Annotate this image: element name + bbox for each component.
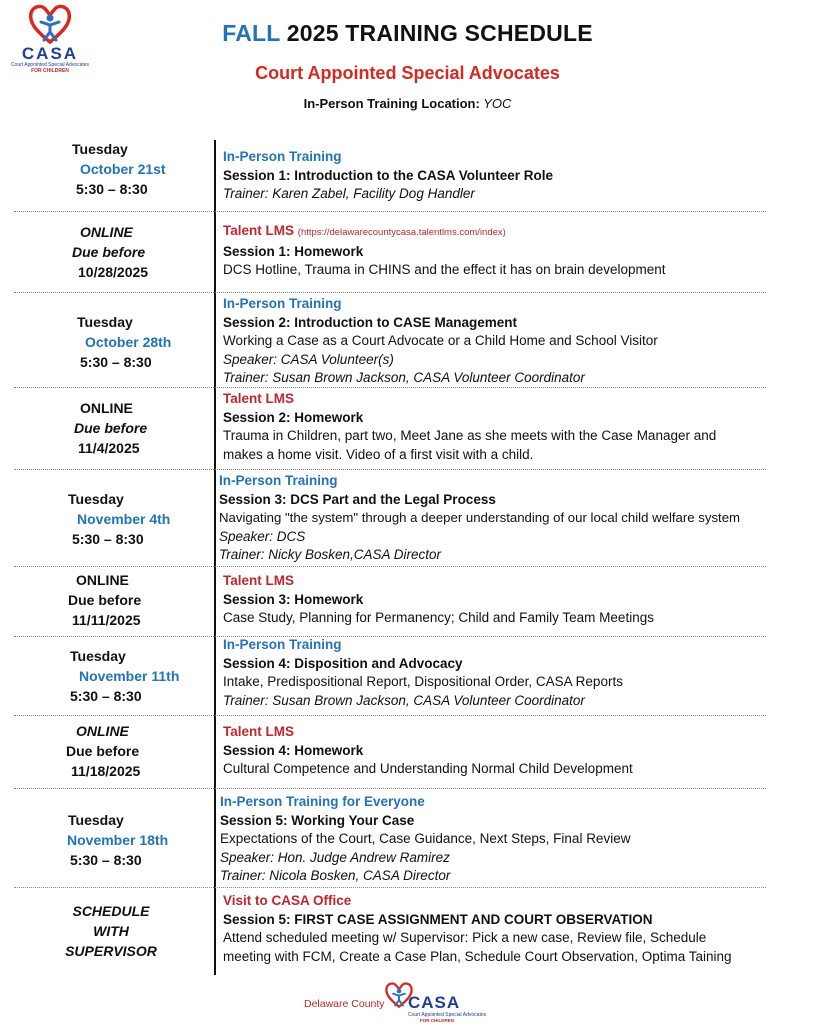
row-description: Trauma in Children, part two, Meet Jane as she meets with the Case Manager and <box>223 428 717 443</box>
row-session: Session 5: FIRST CASE ASSIGNMENT AND COURT OBSERVATION <box>223 911 653 927</box>
row-description: Working a Case as a Court Advocate or a Child Home and School Visitor <box>223 333 658 348</box>
row-session: Session 3: Homework <box>223 591 364 607</box>
date-date: November 11th <box>79 668 180 684</box>
date-due: Due before <box>68 592 142 608</box>
row-heading: Talent LMS <box>223 391 295 406</box>
row-heading: Visit to CASA Office <box>223 893 352 908</box>
date-day: Tuesday <box>77 314 133 330</box>
date-mode: ONLINE <box>80 224 133 240</box>
row-description: Expectations of the Court, Case Guidance, Next Steps, Final Review <box>220 831 631 846</box>
row-details <box>223 222 808 280</box>
row-separator <box>14 292 766 293</box>
row-session: Session 1: Introduction to the CASA Volunteer Role <box>223 167 554 183</box>
date-time: 5:30 – 8:30 <box>80 354 152 370</box>
row-details <box>223 892 808 966</box>
row-date <box>68 570 208 630</box>
date-day: Tuesday <box>70 648 126 664</box>
row-date <box>70 646 210 706</box>
date-day: Tuesday <box>68 491 124 507</box>
logo-name: CASA <box>21 44 79 63</box>
row-date <box>66 721 206 781</box>
date-date: October 28th <box>85 334 172 350</box>
row-separator <box>14 211 766 212</box>
row-description: Intake, Predispositional Report, Dispositional Order, CASA Reports <box>223 674 623 689</box>
row-date <box>72 139 212 199</box>
row-description: Attend scheduled meeting w/ Supervisor: Pick a new case, Review file, Schedule <box>223 930 707 945</box>
row-details <box>223 572 808 628</box>
date-date: 11/11/2025 <box>72 612 141 628</box>
footer-tagline-2: FOR CHILDREN <box>420 1018 454 1023</box>
row-trainer: Trainer: Nicky Bosken,CASA Director <box>219 547 442 562</box>
row-session: Session 4: Homework <box>223 742 364 758</box>
date-day: Tuesday <box>72 141 128 157</box>
row-description: meeting with FCM, Create a Case Plan, Schedule Court Observation, Optima Taining <box>223 948 732 964</box>
logo-tagline: Court Appointed Special Advocates <box>10 62 90 68</box>
date-supervisor: SUPERVISOR <box>65 943 157 959</box>
row-description: Navigating "the system" through a deeper understanding of our local child welfare system <box>219 510 741 525</box>
location-value: YOC <box>479 96 512 111</box>
location-label: In-Person Training Location: <box>303 96 480 111</box>
date-time: 5:30 – 8:30 <box>76 181 148 197</box>
row-separator <box>14 469 766 470</box>
title-rest: 2025 TRAINING SCHEDULE <box>280 20 593 46</box>
date-date: November 4th <box>77 511 171 527</box>
date-date: 11/4/2025 <box>78 440 140 456</box>
row-date <box>77 312 217 372</box>
row-heading: In-Person Training <box>223 296 342 311</box>
row-separator <box>14 715 766 716</box>
row-details <box>223 723 808 779</box>
date-mode: ONLINE <box>76 723 129 739</box>
row-session: Session 1: Homework <box>223 243 364 259</box>
date-time: 5:30 – 8:30 <box>70 688 142 704</box>
training-location <box>0 96 815 111</box>
footer-logo <box>300 980 520 1024</box>
row-date <box>74 398 214 458</box>
date-date: November 18th <box>67 832 169 848</box>
row-description: Case Study, Planning for Permanency; Child and Family Team Meetings <box>223 610 654 625</box>
date-time: 5:30 – 8:30 <box>72 531 144 547</box>
row-speaker: Speaker: CASA Volunteer(s) <box>223 351 394 367</box>
row-heading: Talent LMS <box>223 573 295 588</box>
row-heading: Talent LMS <box>223 724 295 739</box>
date-day: Tuesday <box>68 812 124 828</box>
lms-link[interactable]: (https://delawarecountycasa.talentlms.com/index) <box>297 227 506 238</box>
row-date <box>72 222 212 282</box>
row-session: Session 2: Introduction to CASE Management <box>223 314 518 330</box>
date-date: 10/28/2025 <box>78 264 149 280</box>
footer-name: CASA <box>408 993 461 1012</box>
row-trainer: Trainer: Susan Brown Jackson, CASA Volunteer Coordinator <box>223 370 585 385</box>
row-speaker: Speaker: Hon. Judge Andrew Ramirez <box>220 849 450 865</box>
date-mode: SCHEDULE <box>72 903 150 919</box>
date-due: Due before <box>66 743 140 759</box>
date-due: Due before <box>74 420 148 436</box>
row-details <box>219 472 811 565</box>
logo-tagline-2: FOR CHILDREN <box>31 68 69 74</box>
row-heading: In-Person Training <box>219 473 338 488</box>
row-speaker: Speaker: DCS <box>219 528 306 544</box>
row-details <box>220 793 805 886</box>
date-mode: ONLINE <box>80 400 133 416</box>
row-session: Session 2: Homework <box>223 409 364 425</box>
row-trainer: Trainer: Susan Brown Jackson, CASA Volunteer Coordinator <box>223 692 585 708</box>
row-session: Session 4: Disposition and Advocacy <box>223 655 463 671</box>
date-with: WITH <box>93 923 129 939</box>
row-heading: In-Person Training <box>223 149 342 164</box>
row-separator <box>14 788 766 789</box>
row-details <box>223 636 808 710</box>
row-separator <box>14 887 766 888</box>
row-session: Session 5: Working Your Case <box>220 812 415 828</box>
row-session: Session 3: DCS Part and the Legal Process <box>219 491 496 507</box>
column-divider <box>214 140 216 975</box>
row-description: Cultural Competence and Understanding Normal Child Development <box>223 761 633 776</box>
row-date <box>56 901 166 961</box>
row-details <box>223 295 808 388</box>
footer-tagline: Court Appointed Special Advocates <box>408 1012 487 1018</box>
row-details <box>223 390 808 464</box>
row-heading: Talent LMS <box>223 223 295 238</box>
row-date <box>68 489 208 549</box>
row-heading: In-Person Training <box>223 637 342 652</box>
date-mode: ONLINE <box>76 572 129 588</box>
page-subtitle: Court Appointed Special Advocates <box>255 63 560 83</box>
date-date: October 21st <box>80 161 166 177</box>
row-description: DCS Hotline, Trauma in CHINS and the effect it has on brain development <box>223 262 666 277</box>
row-description: makes a home visit. Video of a first visit with a child. <box>223 446 534 462</box>
date-date: 11/18/2025 <box>71 763 141 779</box>
row-trainer: Trainer: Nicola Bosken, CASA Director <box>220 868 451 883</box>
title-season: FALL <box>222 20 281 46</box>
row-heading: In-Person Training for Everyone <box>220 794 425 809</box>
row-details <box>223 148 808 204</box>
date-time: 5:30 – 8:30 <box>70 852 142 868</box>
date-due: Due before <box>72 244 146 260</box>
page-title <box>0 20 815 47</box>
row-separator <box>14 566 766 567</box>
footer-county: Delaware County <box>304 998 385 1010</box>
row-date <box>67 810 207 870</box>
row-trainer: Trainer: Karen Zabel, Facility Dog Handler <box>223 186 475 201</box>
